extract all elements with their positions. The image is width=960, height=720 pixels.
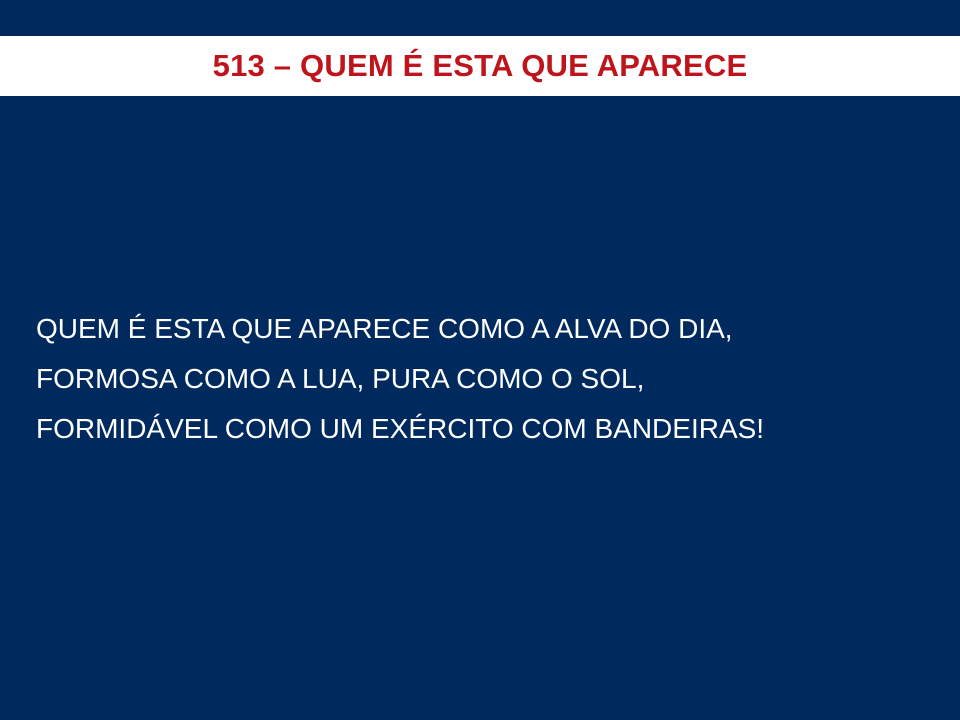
lyrics-block [36, 304, 946, 454]
lyrics-line: FORMIDÁVEL COMO UM EXÉRCITO COM BANDEIRAS! [36, 413, 765, 444]
title-bar [0, 36, 960, 96]
lyrics-line: FORMOSA COMO A LUA, PURA COMO O SOL, [36, 363, 645, 394]
slide-title: 513 – QUEM É ESTA QUE APARECE [212, 48, 748, 83]
lyrics-line: QUEM É ESTA QUE APARECE COMO A ALVA DO DIA, [36, 313, 733, 344]
